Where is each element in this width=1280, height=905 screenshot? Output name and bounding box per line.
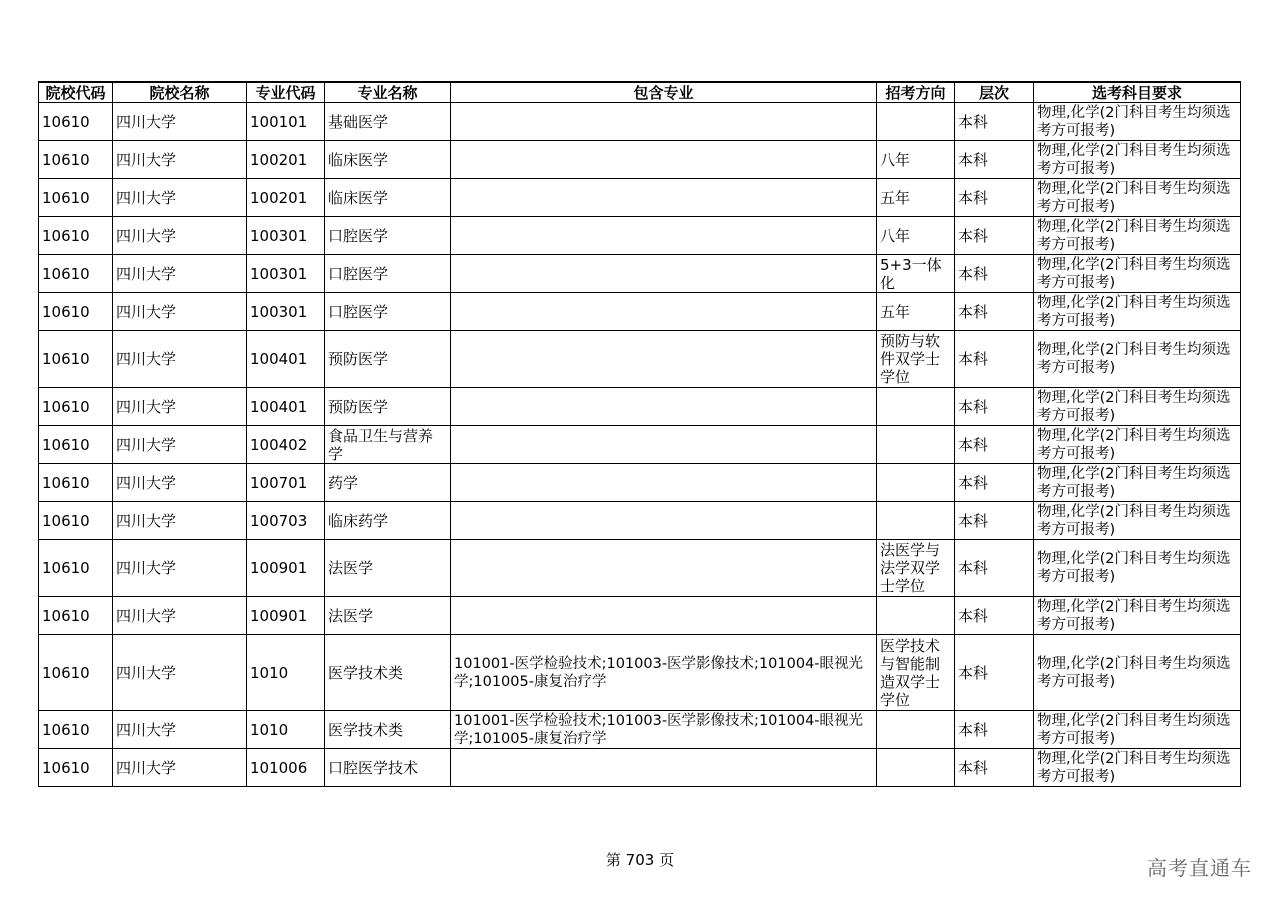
- cell-direction: [877, 502, 955, 540]
- cell-subject-requirement: 物理,化学(2门科目考生均须选考方可报考): [1034, 293, 1241, 331]
- cell-school-code: 10610: [39, 464, 113, 502]
- cell-major-code: 100201: [247, 141, 325, 179]
- cell-level: 本科: [955, 103, 1034, 141]
- table-row: [39, 711, 1241, 749]
- cell-subject-requirement: 物理,化学(2门科目考生均须选考方可报考): [1034, 331, 1241, 388]
- cell-major-code: 100301: [247, 217, 325, 255]
- cell-included-majors: [451, 388, 877, 426]
- cell-level: 本科: [955, 464, 1034, 502]
- cell-school-code: 10610: [39, 179, 113, 217]
- cell-major-name: 临床医学: [325, 141, 451, 179]
- header-major-code: 专业代码: [247, 82, 325, 103]
- cell-level: 本科: [955, 141, 1034, 179]
- cell-major-name: 口腔医学: [325, 293, 451, 331]
- cell-school-name: 四川大学: [113, 255, 247, 293]
- table-row: [39, 179, 1241, 217]
- table-row: [39, 388, 1241, 426]
- cell-school-name: 四川大学: [113, 502, 247, 540]
- cell-level: 本科: [955, 502, 1034, 540]
- cell-school-code: 10610: [39, 540, 113, 597]
- cell-subject-requirement: 物理,化学(2门科目考生均须选考方可报考): [1034, 103, 1241, 141]
- cell-major-name: 法医学: [325, 597, 451, 635]
- header-major-name: 专业名称: [325, 82, 451, 103]
- cell-major-name: 预防医学: [325, 331, 451, 388]
- admission-table: [38, 81, 1241, 787]
- cell-direction: 五年: [877, 293, 955, 331]
- header-included-majors: 包含专业: [451, 82, 877, 103]
- cell-school-name: 四川大学: [113, 426, 247, 464]
- cell-major-code: 100901: [247, 597, 325, 635]
- cell-school-code: 10610: [39, 217, 113, 255]
- cell-major-name: 临床药学: [325, 502, 451, 540]
- cell-school-name: 四川大学: [113, 711, 247, 749]
- cell-school-name: 四川大学: [113, 331, 247, 388]
- cell-school-code: 10610: [39, 388, 113, 426]
- table-row: [39, 217, 1241, 255]
- cell-subject-requirement: 物理,化学(2门科目考生均须选考方可报考): [1034, 141, 1241, 179]
- table-row: [39, 141, 1241, 179]
- cell-included-majors: [451, 749, 877, 787]
- cell-subject-requirement: 物理,化学(2门科目考生均须选考方可报考): [1034, 711, 1241, 749]
- cell-school-code: 10610: [39, 331, 113, 388]
- cell-major-code: 1010: [247, 711, 325, 749]
- cell-major-code: 100703: [247, 502, 325, 540]
- cell-school-name: 四川大学: [113, 103, 247, 141]
- table-row: [39, 749, 1241, 787]
- cell-school-name: 四川大学: [113, 293, 247, 331]
- table-row: [39, 597, 1241, 635]
- header-school-name: 院校名称: [113, 82, 247, 103]
- cell-included-majors: [451, 540, 877, 597]
- cell-included-majors: 101001-医学检验技术;101003-医学影像技术;101004-眼视光学;101005-康复治疗学: [451, 711, 877, 749]
- cell-level: 本科: [955, 540, 1034, 597]
- header-row: [39, 82, 1241, 103]
- cell-subject-requirement: 物理,化学(2门科目考生均须选考方可报考): [1034, 217, 1241, 255]
- table-row: [39, 331, 1241, 388]
- cell-school-name: 四川大学: [113, 464, 247, 502]
- cell-included-majors: [451, 597, 877, 635]
- cell-school-code: 10610: [39, 749, 113, 787]
- cell-direction: 八年: [877, 217, 955, 255]
- cell-major-name: 预防医学: [325, 388, 451, 426]
- cell-major-code: 100402: [247, 426, 325, 464]
- cell-school-name: 四川大学: [113, 141, 247, 179]
- cell-subject-requirement: 物理,化学(2门科目考生均须选考方可报考): [1034, 502, 1241, 540]
- cell-level: 本科: [955, 711, 1034, 749]
- table-row: [39, 464, 1241, 502]
- cell-subject-requirement: 物理,化学(2门科目考生均须选考方可报考): [1034, 426, 1241, 464]
- cell-school-name: 四川大学: [113, 217, 247, 255]
- cell-included-majors: [451, 179, 877, 217]
- cell-major-name: 医学技术类: [325, 711, 451, 749]
- cell-school-code: 10610: [39, 635, 113, 711]
- cell-subject-requirement: 物理,化学(2门科目考生均须选考方可报考): [1034, 540, 1241, 597]
- cell-school-code: 10610: [39, 502, 113, 540]
- cell-major-code: 100901: [247, 540, 325, 597]
- cell-direction: [877, 388, 955, 426]
- cell-major-name: 法医学: [325, 540, 451, 597]
- cell-direction: 医学技术与智能制造双学士学位: [877, 635, 955, 711]
- cell-included-majors: [451, 502, 877, 540]
- cell-direction: [877, 426, 955, 464]
- cell-major-code: 100701: [247, 464, 325, 502]
- cell-school-name: 四川大学: [113, 388, 247, 426]
- cell-included-majors: [451, 426, 877, 464]
- cell-major-code: 100101: [247, 103, 325, 141]
- cell-included-majors: [451, 293, 877, 331]
- header-level: 层次: [955, 82, 1034, 103]
- cell-school-code: 10610: [39, 597, 113, 635]
- cell-school-code: 10610: [39, 141, 113, 179]
- cell-school-code: 10610: [39, 103, 113, 141]
- cell-major-name: 医学技术类: [325, 635, 451, 711]
- cell-subject-requirement: 物理,化学(2门科目考生均须选考方可报考): [1034, 179, 1241, 217]
- header-school-code: 院校代码: [39, 82, 113, 103]
- table-body: [39, 103, 1241, 787]
- cell-school-name: 四川大学: [113, 540, 247, 597]
- cell-subject-requirement: 物理,化学(2门科目考生均须选考方可报考): [1034, 388, 1241, 426]
- cell-level: 本科: [955, 426, 1034, 464]
- cell-direction: 八年: [877, 141, 955, 179]
- cell-level: 本科: [955, 597, 1034, 635]
- cell-level: 本科: [955, 749, 1034, 787]
- cell-school-name: 四川大学: [113, 597, 247, 635]
- cell-direction: 五年: [877, 179, 955, 217]
- cell-school-name: 四川大学: [113, 635, 247, 711]
- cell-major-name: 药学: [325, 464, 451, 502]
- table-row: [39, 103, 1241, 141]
- watermark: 高考直通车: [1147, 856, 1252, 880]
- table-row: [39, 293, 1241, 331]
- cell-subject-requirement: 物理,化学(2门科目考生均须选考方可报考): [1034, 255, 1241, 293]
- cell-level: 本科: [955, 293, 1034, 331]
- cell-major-code: 100401: [247, 331, 325, 388]
- cell-level: 本科: [955, 255, 1034, 293]
- cell-level: 本科: [955, 635, 1034, 711]
- cell-included-majors: [451, 464, 877, 502]
- cell-major-code: 100201: [247, 179, 325, 217]
- cell-major-name: 基础医学: [325, 103, 451, 141]
- table-row: [39, 540, 1241, 597]
- cell-school-code: 10610: [39, 293, 113, 331]
- cell-school-code: 10610: [39, 255, 113, 293]
- cell-school-name: 四川大学: [113, 749, 247, 787]
- cell-major-code: 100401: [247, 388, 325, 426]
- cell-included-majors: [451, 331, 877, 388]
- cell-level: 本科: [955, 331, 1034, 388]
- cell-direction: [877, 103, 955, 141]
- cell-major-name: 食品卫生与营养学: [325, 426, 451, 464]
- cell-included-majors: [451, 103, 877, 141]
- cell-subject-requirement: 物理,化学(2门科目考生均须选考方可报考): [1034, 635, 1241, 711]
- header-subject-requirement: 选考科目要求: [1034, 82, 1241, 103]
- table-row: [39, 426, 1241, 464]
- cell-school-name: 四川大学: [113, 179, 247, 217]
- cell-major-code: 100301: [247, 255, 325, 293]
- cell-direction: [877, 464, 955, 502]
- cell-direction: [877, 749, 955, 787]
- table-row: [39, 635, 1241, 711]
- cell-major-code: 1010: [247, 635, 325, 711]
- cell-subject-requirement: 物理,化学(2门科目考生均须选考方可报考): [1034, 749, 1241, 787]
- cell-school-code: 10610: [39, 426, 113, 464]
- cell-major-name: 临床医学: [325, 179, 451, 217]
- cell-major-code: 100301: [247, 293, 325, 331]
- header-direction: 招考方向: [877, 82, 955, 103]
- cell-subject-requirement: 物理,化学(2门科目考生均须选考方可报考): [1034, 597, 1241, 635]
- table-row: [39, 502, 1241, 540]
- cell-major-code: 101006: [247, 749, 325, 787]
- cell-direction: [877, 711, 955, 749]
- cell-direction: 预防与软件双学士学位: [877, 331, 955, 388]
- cell-level: 本科: [955, 179, 1034, 217]
- cell-direction: 5+3一体化: [877, 255, 955, 293]
- page-number: 第 703 页: [605, 851, 675, 869]
- cell-level: 本科: [955, 388, 1034, 426]
- cell-major-name: 口腔医学: [325, 217, 451, 255]
- cell-included-majors: 101001-医学检验技术;101003-医学影像技术;101004-眼视光学;101005-康复治疗学: [451, 635, 877, 711]
- cell-level: 本科: [955, 217, 1034, 255]
- cell-major-name: 口腔医学技术: [325, 749, 451, 787]
- cell-subject-requirement: 物理,化学(2门科目考生均须选考方可报考): [1034, 464, 1241, 502]
- cell-included-majors: [451, 141, 877, 179]
- cell-direction: 法医学与法学双学士学位: [877, 540, 955, 597]
- cell-direction: [877, 597, 955, 635]
- cell-included-majors: [451, 255, 877, 293]
- cell-major-name: 口腔医学: [325, 255, 451, 293]
- table-row: [39, 255, 1241, 293]
- cell-school-code: 10610: [39, 711, 113, 749]
- cell-included-majors: [451, 217, 877, 255]
